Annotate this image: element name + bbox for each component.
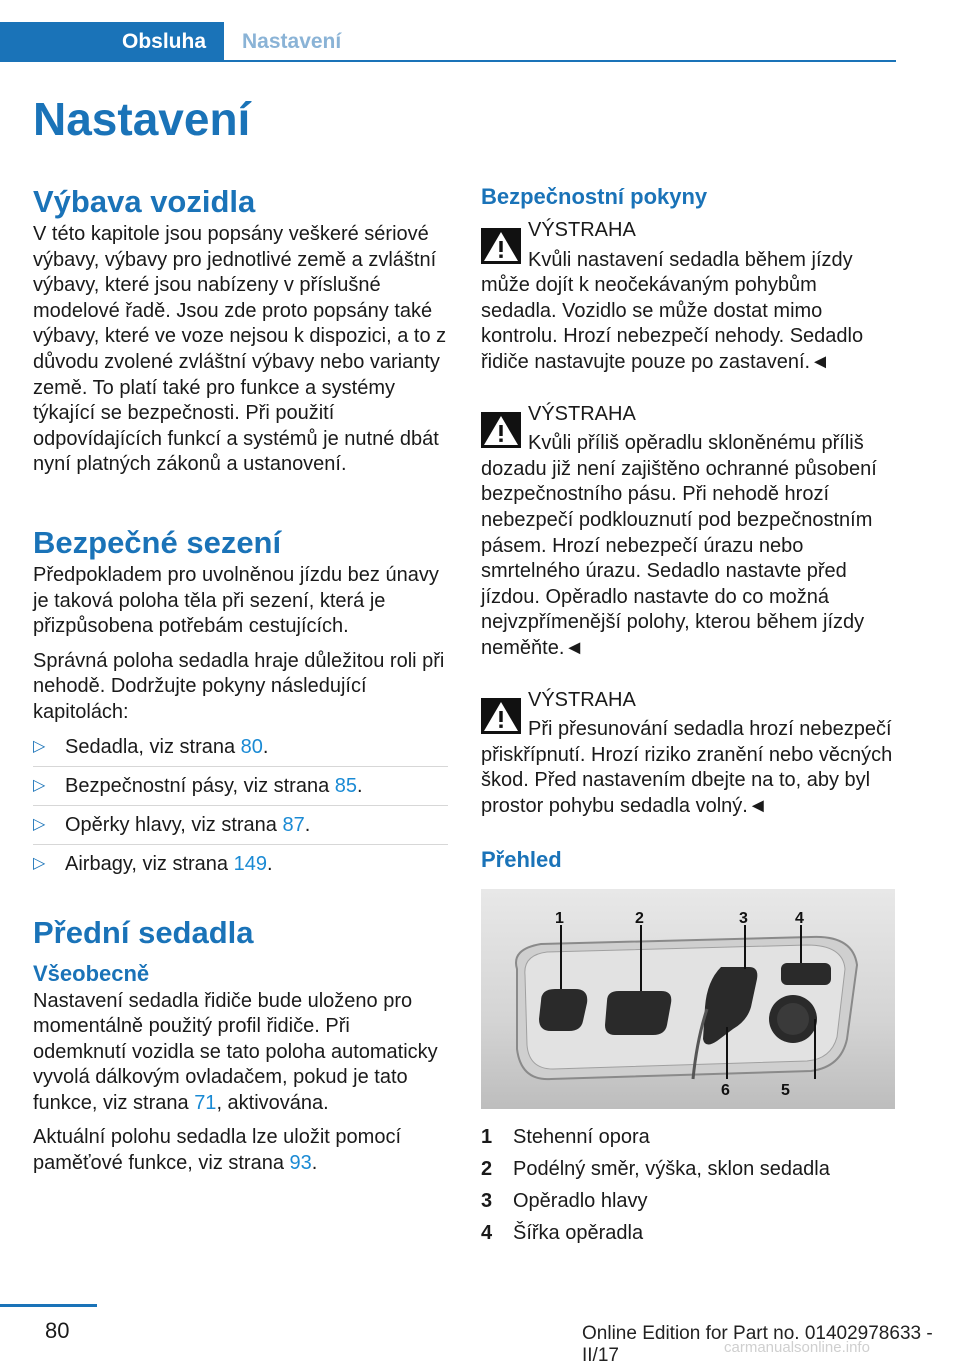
legend-row: 1 Stehenní opora (481, 1126, 650, 1149)
subheading-vseobecne: Všeobecně (33, 960, 150, 986)
seat-controls-figure (481, 889, 895, 1109)
paragraph-sedadla-2: Aktuální polohu sedadla lze uložit pomocí paměťové funkce, viz strana 93. (33, 1126, 402, 1175)
list-item: ▷ Bezpečnostní pásy, viz strana 85. (33, 767, 448, 806)
left-column (33, 182, 448, 1186)
page-link[interactable]: 85 (334, 774, 358, 797)
page-link[interactable]: 71 (194, 1091, 217, 1114)
list-item: ▷ Opěrky hlavy, viz strana 87. (33, 806, 448, 845)
reference-list (33, 728, 448, 883)
warning-block (481, 688, 895, 820)
page-link[interactable]: 87 (282, 813, 305, 836)
tab-nastaveni[interactable]: Nastavení (242, 30, 342, 53)
paragraph-sezeni-1: Předpokladem pro uvolněnou jízdu bez únavy je taková poloha těla při sezení, která je přizpůsobena potřebám cestujících. (33, 563, 439, 638)
heading-vybava-vozidla: Výbava vozidla (33, 184, 256, 219)
warning-title: VÝSTRAHA (528, 688, 636, 711)
warning-title: VÝSTRAHA (528, 402, 636, 425)
heading-bezpecnostni-pokyny: Bezpečnostní pokyny (481, 184, 708, 209)
warning-triangle-icon (481, 228, 521, 264)
legend-row: 2 Podélný směr, výška, sklon sedadla (481, 1158, 830, 1181)
footer-rule (0, 1304, 97, 1307)
warning-text: přiskřípnutí. Hrozí riziko zranění nebo věcných škod. Před nastavením dbejte na to, aby byl prostor pohybu sedadla volný.◄ (481, 743, 893, 817)
warning-title: VÝSTRAHA (528, 219, 636, 241)
legend-row: 3 Opěradlo hlavy (481, 1190, 648, 1213)
triangle-bullet-icon: ▷ (33, 854, 46, 872)
paragraph-sedadla-1: Nastavení sedadla řidiče bude uloženo pro momentálně použitý profil řidiče. Při odemknutí vozidla se tato poloha automaticky vyvolá dálkovým ovladačem, pokud je tato funkce, viz strana 71, aktivována. (33, 989, 438, 1114)
warning-triangle-icon (481, 412, 521, 448)
footer-edition: Online Edition for Part no. 01402978633 - II/17 (582, 1323, 933, 1366)
page-title: Nastavení (33, 93, 251, 145)
warning-block (481, 402, 895, 662)
list-item: ▷ Airbagy, viz strana 149. (33, 852, 273, 875)
figure-label: 3 (739, 910, 748, 928)
warning-text: dozadu již není zajištěno ochranné působení bezpečnostního pásu. Při nehodě hrozí nebezpečí podklouznutí pod bezpečnostním pásem. Hrozí nebezpečí úrazu nebo smrtelného úrazu. Sedadlo nastavte před jízdou. Opěradlo nastavte do co možná nejvzpřímenější polohy, kterou během jízdy neměňte.◄ (481, 457, 877, 659)
page-link[interactable]: 93 (289, 1152, 312, 1175)
chapter-tabbar (0, 22, 896, 62)
figure-label: 5 (781, 1082, 790, 1100)
warning-text: může dojít k neočekávaným pohybům sedadla. Vozidlo se může dostat mimo kontrolu. Hrozí nebezpečí nehody. Sedadlo řidiče nastavujte pouze po zastavení.◄ (481, 274, 864, 373)
paragraph-vybava: V této kapitole jsou popsány veškeré sériové výbavy, výbavy pro jednotlivé země a zvláštní výbavy, které jsou nabízeny v příslušné modelové řadě. Jsou zde proto popsány také výbavy, které ve voze nejsou k dispozici, a to z důvodu zvolené zvláštní výbavy nebo varianty země. To platí také pro funkce a systémy týkající se bezpečnosti. Při použití odpovídajících funkcí a systémů je nutné dbát nyní platných zákonů a ustanovení. (33, 223, 447, 476)
list-item: ▷ Sedadla, viz strana 80. (33, 728, 448, 767)
figure-legend (481, 1121, 830, 1249)
legend-row: 4 Šířka opěradla (481, 1222, 644, 1245)
page-link[interactable]: 80 (240, 735, 263, 758)
tab-obsluha[interactable]: Obsluha (0, 22, 224, 62)
watermark: carmanualsonline.info (724, 1339, 870, 1356)
figure-label: 2 (635, 910, 644, 928)
paragraph-sezeni-2: Správná poloha sedadla hraje důležitou roli při nehodě. Dodržujte pokyny následující kapitolách: (33, 649, 445, 723)
page-number: 80 (45, 1318, 70, 1343)
triangle-bullet-icon: ▷ (33, 776, 46, 794)
warning-block (481, 218, 895, 376)
warning-text-first: Při přesunování sedadla hrozí nebezpečí (528, 718, 892, 741)
right-column (481, 182, 895, 1249)
page-link[interactable]: 149 (233, 852, 267, 875)
triangle-bullet-icon: ▷ (33, 737, 46, 755)
seat-controls-illustration (481, 889, 895, 1109)
warning-text-first: Kvůli příliš opěradlu skloněnému příliš (528, 432, 864, 455)
heading-predni-sedadla: Přední sedadla (33, 914, 254, 950)
tabbar-underline (0, 60, 896, 62)
warning-text-first: Kvůli nastavení sedadla během jízdy (528, 248, 853, 271)
figure-label: 4 (795, 910, 804, 928)
figure-label: 1 (555, 910, 564, 928)
figure-label: 6 (721, 1082, 730, 1100)
warning-triangle-icon (481, 698, 521, 734)
triangle-bullet-icon: ▷ (33, 815, 46, 833)
heading-prehled: Přehled (481, 847, 562, 873)
heading-bezpecne-sezeni: Bezpečné sezení (33, 524, 282, 560)
